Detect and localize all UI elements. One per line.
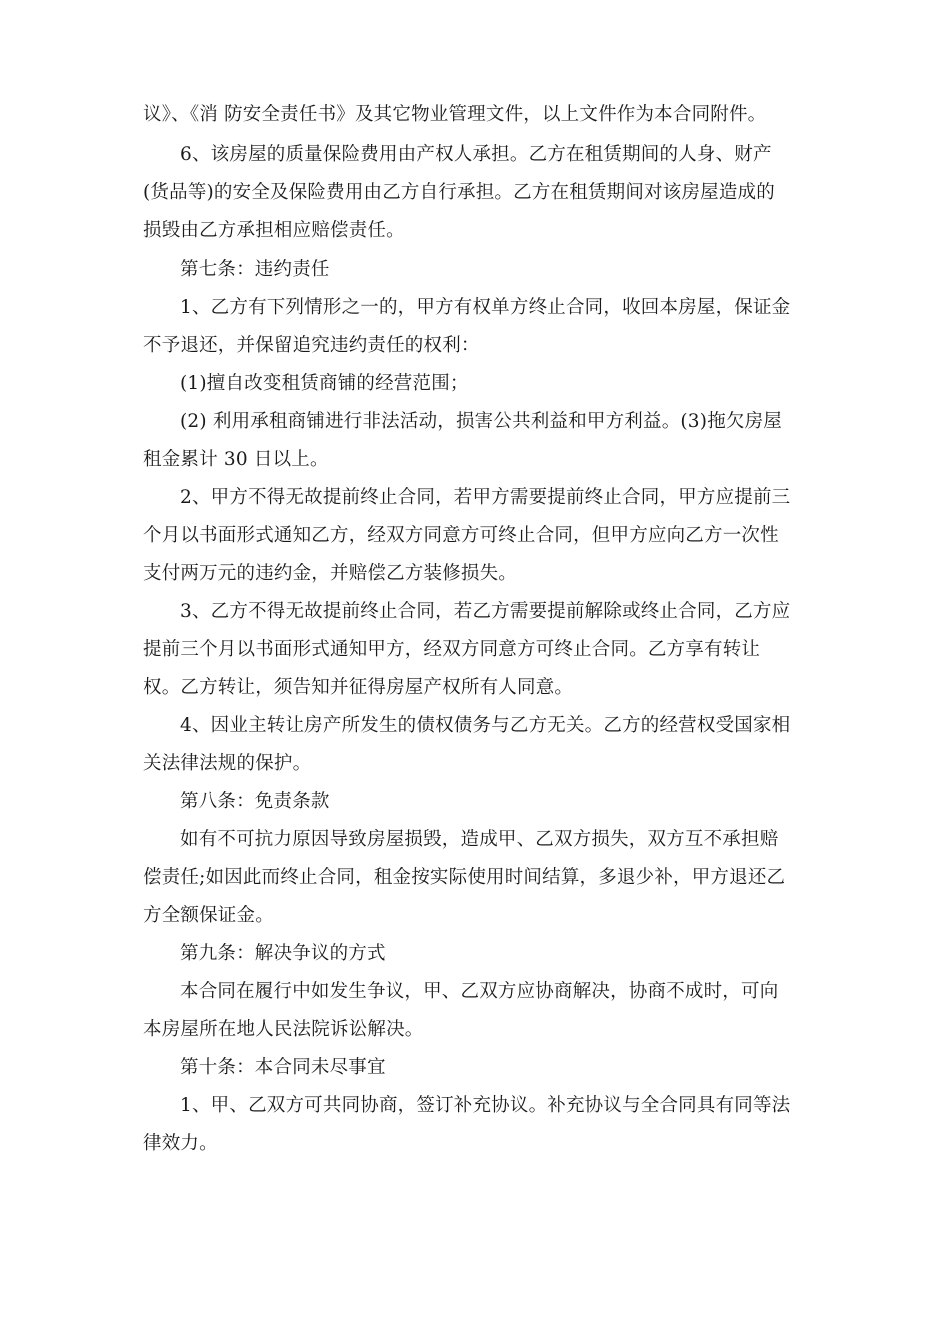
text-line: 租金累计 30 日以上。 <box>143 449 329 470</box>
text-line: 损毁由乙方承担相应赔偿责任。 <box>143 220 405 241</box>
text-line: (2) 利用承租商铺进行非法活动，损害公共利益和甲方利益。(3)拖欠房屋 <box>180 411 782 432</box>
text-line: 如有不可抗力原因导致房屋损毁，造成甲、乙双方损失，双方互不承担赔 <box>180 829 779 850</box>
text-line: 2、甲方不得无故提前终止合同，若甲方需要提前终止合同，甲方应提前三 <box>180 487 791 508</box>
text-line: 本合同在履行中如发生争议，甲、乙双方应协商解决，协商不成时，可向 <box>180 981 779 1002</box>
text-line: 3、乙方不得无故提前终止合同，若乙方需要提前解除或终止合同，乙方应 <box>180 601 791 622</box>
text-line: 关法律法规的保护。 <box>143 753 312 774</box>
text-line: 不予退还，并保留追究违约责任的权利： <box>143 335 480 356</box>
section-heading: 第七条：违约责任 <box>180 259 330 280</box>
text-line: 权。乙方转让，须告知并征得房屋产权所有人同意。 <box>143 677 574 698</box>
text-line: (1)擅自改变租赁商铺的经营范围； <box>180 373 469 394</box>
text-line: (货品等)的安全及保险费用由乙方自行承担。乙方在租赁期间对该房屋造成的 <box>143 182 775 203</box>
text-line: 本房屋所在地人民法院诉讼解决。 <box>143 1019 424 1040</box>
text-line: 偿责任;如因此而终止合同，租金按实际使用时间结算，多退少补，甲方退还乙 <box>143 867 786 888</box>
section-heading: 第九条：解决争议的方式 <box>180 943 386 964</box>
text-line: 支付两万元的违约金，并赔偿乙方装修损失。 <box>143 563 518 584</box>
section-heading: 第十条：本合同未尽事宜 <box>180 1057 386 1078</box>
section-heading: 第八条：免责条款 <box>180 791 330 812</box>
text-line: 议》、《消 防安全责任书》及其它物业管理文件，以上文件作为本合同附件。 <box>143 104 767 125</box>
text-line: 方全额保证金。 <box>143 905 274 926</box>
text-line: 1、甲、乙双方可共同协商，签订补充协议。补充协议与全合同具有同等法 <box>180 1095 791 1116</box>
text-line: 4、因业主转让房产所发生的债权债务与乙方无关。乙方的经营权受国家相 <box>180 715 791 736</box>
text-line: 提前三个月以书面形式通知甲方，经双方同意方可终止合同。乙方享有转让 <box>143 639 761 660</box>
text-line: 律效力。 <box>143 1133 218 1154</box>
text-line: 6、该房屋的质量保险费用由产权人承担。乙方在租赁期间的人身、财产 <box>180 144 772 165</box>
text-line: 个月以书面形式通知乙方，经双方同意方可终止合同，但甲方应向乙方一次性 <box>143 525 779 546</box>
text-line: 1、乙方有下列情形之一的，甲方有权单方终止合同，收回本房屋，保证金 <box>180 297 791 318</box>
